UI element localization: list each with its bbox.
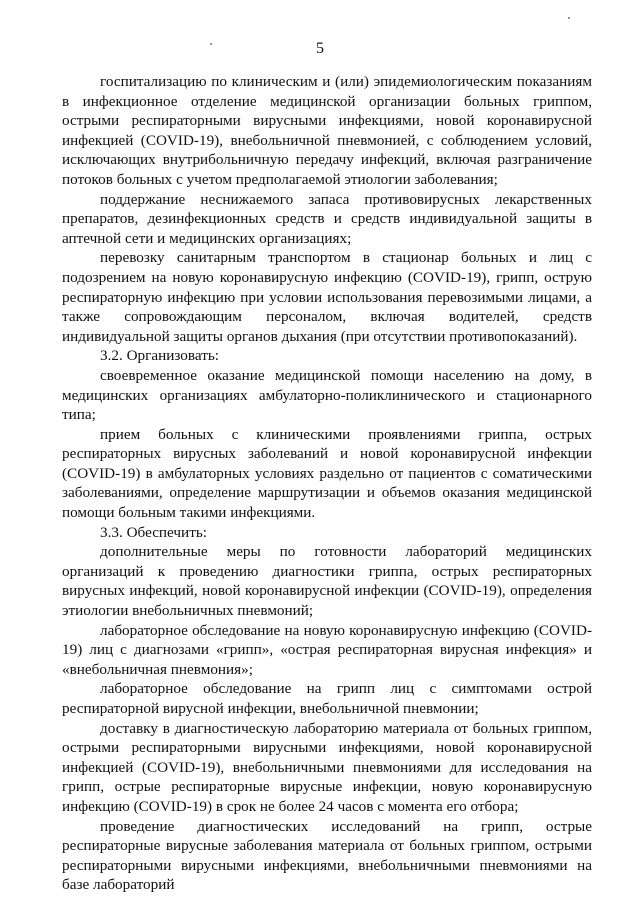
paragraph-diagnostics: проведение диагностических исследований на грипп, острые респираторные вирусные заболевания материала от больных гриппом, острыми респираторными вирусными инфекциями, внебольничными пневмониями на базе лабораторий [62,817,592,894]
page-number: 5 [316,40,324,57]
paragraph-home-care: своевременное оказание медицинской помощи населению на дому, в медицинских организациях амбулаторно-поликлинического и стационарного типа; [62,366,592,424]
section-heading-3-2: 3.2. Организовать: [100,347,219,365]
paragraph-lab-readiness: дополнительные меры по готовности лабораторий медицинских организаций к проведению диагностики гриппа, острых респираторных вирусных инфекций, новой коронавирусной инфекции (COVID-19), определения этиологии внебольничных пневмоний; [62,543,592,620]
paragraph-stock-supply: поддержание неснижаемого запаса противовирусных лекарственных препаратов, дезинфекционных средств и средств индивидуальной защиты в аптечной сети и медицинских организациях; [62,190,592,247]
paragraph-sample-delivery: доставку в диагностическую лабораторию материала от больных гриппом, острыми респираторными вирусными инфекциями, новой коронавирусной инфекцией (COVID-19), внебольничными пневмониями для исследования на грипп, острые респираторные вирусные инфекции, новую коронавирусную инфекцию (COVID-19) в срок не более 24 часов с момента его отбора; [62,719,592,815]
section-heading-3-3: 3.3. Обеспечить: [100,523,207,541]
paragraph-hospitalization: госпитализацию по клиническим и (или) эпидемиологическим показаниям в инфекционное отделение медицинской организации больных гриппом, острыми респираторными вирусными инфекциями, новой коронавирусной инфекцией (COVID-19), внебольничной пневмонией, с соблюдением условий, исключающих внутрибольничную передачу инфекций, включая разграничение потоков больных с учетом предполагаемой этиологии заболевания; [62,73,592,188]
paragraph-transport: перевозку санитарным транспортом в стационар больных и лиц с подозрением на новую коронавирусную инфекцию (COVID-19), грипп, острую респираторную инфекцию при условии использования перевозимыми лицами, а также сопровождающим персоналом, включая водителей, средств индивидуальной защиты органов дыхания (при отсутствии противопоказаний). [62,249,592,345]
paragraph-covid-testing: лабораторное обследование на новую коронавирусную инфекцию (COVID-19) лиц с диагнозами «грипп», «острая респираторная вирусная инфекция» и «внебольничная пневмония»; [62,621,592,678]
paragraph-patient-reception: прием больных с клиническими проявлениями гриппа, острых респираторных вирусных заболеваний и новой коронавирусной инфекции (COVID-19) в амбулаторных условиях раздельно от пациентов с соматическими заболеваниями, определение маршрутизации и объемов оказания медицинской помощи больным такими инфекциями. [62,425,592,522]
document-body [62,72,592,895]
scan-speck [568,17,570,19]
paragraph-flu-testing: лабораторное обследование на грипп лиц с симптомами острой респираторной вирусной инфекции, внебольничной пневмонии; [62,680,592,717]
scan-speck [210,43,212,45]
